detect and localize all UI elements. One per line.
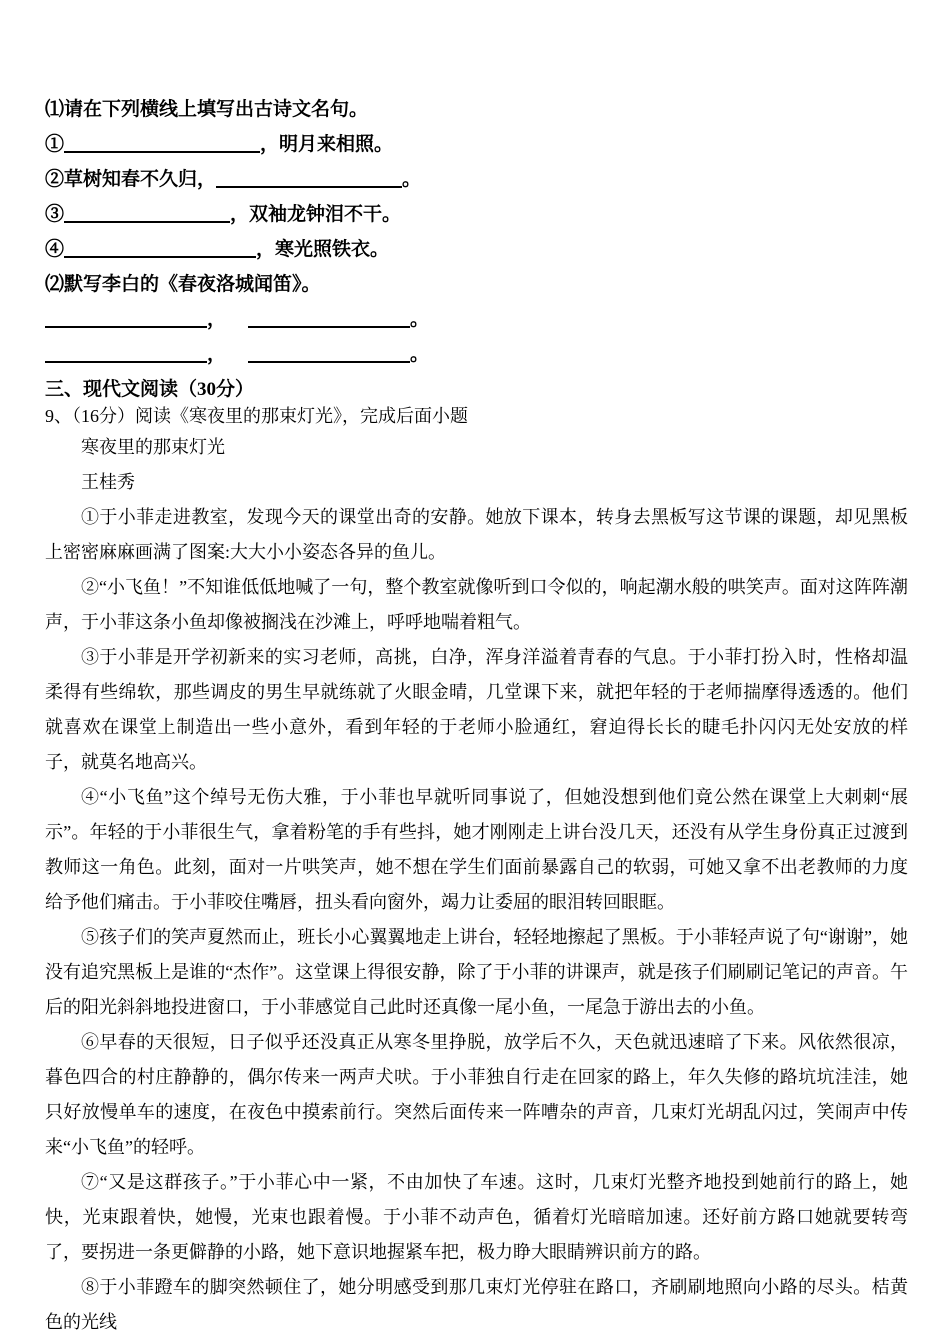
dictation-item-3 (45, 197, 908, 232)
question-lead: 9、（16分）阅读《寒夜里的那束灯光》，完成后面小题 (45, 406, 468, 426)
separator: ， (207, 344, 227, 365)
article-paragraph-8: ⑧于小菲蹬车的脚突然顿住了，她分明感受到那几束灯光停驻在路口，齐刷刷地照向小路的尽头。桔黄色的光线 (45, 1277, 908, 1332)
item-number: ② (45, 169, 65, 190)
article-paragraph-7: ⑦“又是这群孩子。”于小菲心中一紧，不由加快了车速。这时，几束灯光整齐地投到她前行的路上，她快，光束跟着快，她慢，光束也跟着慢。于小菲不动声色，循着灯光暗暗加速。还好前方路口她就要转弯了，要拐进一条更僻静的小路，她下意识地握紧车把，极力睁大眼睛辨识前方的路。 (45, 1172, 908, 1262)
dictation-item-1 (45, 127, 908, 162)
item-number: ④ (45, 239, 65, 260)
item-text: 草树知春不久归， (64, 169, 217, 190)
dictation-section (45, 92, 908, 372)
answer-blank (248, 310, 410, 328)
answer-blank (45, 345, 207, 363)
dictation-item-4 (45, 232, 908, 267)
answer-blank (248, 345, 410, 363)
dictation-part2-label: ⑵默写李白的《春夜洛城闻笛》。 (45, 274, 321, 295)
article-paragraph-3: ③于小菲是开学初新来的实习老师，高挑，白净，浑身洋溢着青春的气息。于小菲打扮入时，性格却温柔得有些绵软，那些调皮的男生早就练就了火眼金晴，几堂课下来，就把年轻的于老师揣摩得透透的。他们就喜欢在课堂上制造出一些小意外，看到年轻的于老师小脸通红，窘迫得长长的睫毛扑闪闪无处安放的样子，就莫名地高兴。 (45, 647, 908, 772)
item-text: ，明月来相照。 (260, 134, 394, 155)
section-heading: 三、现代文阅读（30分） (45, 379, 255, 400)
dictation-item-2 (45, 162, 908, 197)
article-paragraph-5: ⑤孩子们的笑声夏然而止，班长小心翼翼地走上讲台，轻轻地擦起了黑板。于小菲轻声说了句“谢谢”，她没有追究黑板上是谁的“杰作”。这堂课上得很安静，除了于小菲的讲课声，就是孩子们刷刷记笔记的声音。午后的阳光斜斜地投进窗口，于小菲感觉自己此时还真像一尾小鱼，一尾急于游出去的小鱼。 (45, 927, 908, 1017)
item-text: ，双袖龙钟泪不干。 (230, 204, 402, 225)
dictation-blank-row-1 (45, 302, 908, 337)
end-mark: 。 (410, 309, 430, 330)
item-number: ① (45, 134, 65, 155)
item-text: ，寒光照铁衣。 (256, 239, 390, 260)
reading-passage (45, 430, 908, 1340)
dictation-blank-row-2 (45, 337, 908, 372)
dictation-part1-label: ⑴请在下列横线上填写出古诗文名句。 (45, 99, 369, 120)
item-number: ③ (45, 204, 65, 225)
article-paragraph-6: ⑥早春的天很短，日子似乎还没真正从寒冬里挣脱，放学后不久，天色就迅速暗了下来。风依然很凉，暮色四合的村庄静静的，偶尔传来一两声犬吠。于小菲独自行走在回家的路上，年久失修的路坑坑洼洼，她只好放慢单车的速度，在夜色中摸索前行。突然后面传来一阵嘈杂的声音，几束灯光胡乱闪过，笑闹声中传来“小飞鱼”的轻呼。 (45, 1032, 908, 1157)
article-paragraph-1: ①于小菲走进教室，发现今天的课堂出奇的安静。她放下课本，转身去黑板写这节课的课题，却见黑板上密密麻麻画满了图案:大大小小姿态各异的鱼儿。 (45, 507, 908, 562)
article-author: 王桂秀 (81, 472, 135, 492)
answer-blank (64, 205, 230, 223)
end-mark: 。 (410, 344, 430, 365)
answer-blank (64, 240, 256, 258)
article-paragraph-4: ④“小飞鱼”这个绰号无伤大雅，于小菲也早就听同事说了，但她没想到他们竟公然在课堂上大刺刺“展示”。年轻的于小菲很生气，拿着粉笔的手有些抖，她才刚刚走上讲台没几天，还没有从学生身份真正过渡到教师这一角色。此刻，面对一片哄笑声，她不想在学生们面前暴露自己的软弱，可她又拿不出老教师的力度给予他们痛击。于小菲咬住嘴唇，扭头看向窗外，竭力让委屈的眼泪转回眼眶。 (45, 787, 908, 912)
article-paragraph-2: ②“小飞鱼！”不知谁低低地喊了一句，整个教室就像听到口令似的，响起潮水般的哄笑声。面对这阵阵潮声，于小菲这条小鱼却像被搁浅在沙滩上，呼呼地喘着粗气。 (45, 577, 908, 632)
answer-blank (64, 135, 260, 153)
answer-blank (45, 310, 207, 328)
item-text: 。 (402, 169, 422, 190)
separator: ， (207, 309, 227, 330)
article-title: 寒夜里的那束灯光 (81, 437, 225, 457)
answer-blank (216, 170, 402, 188)
